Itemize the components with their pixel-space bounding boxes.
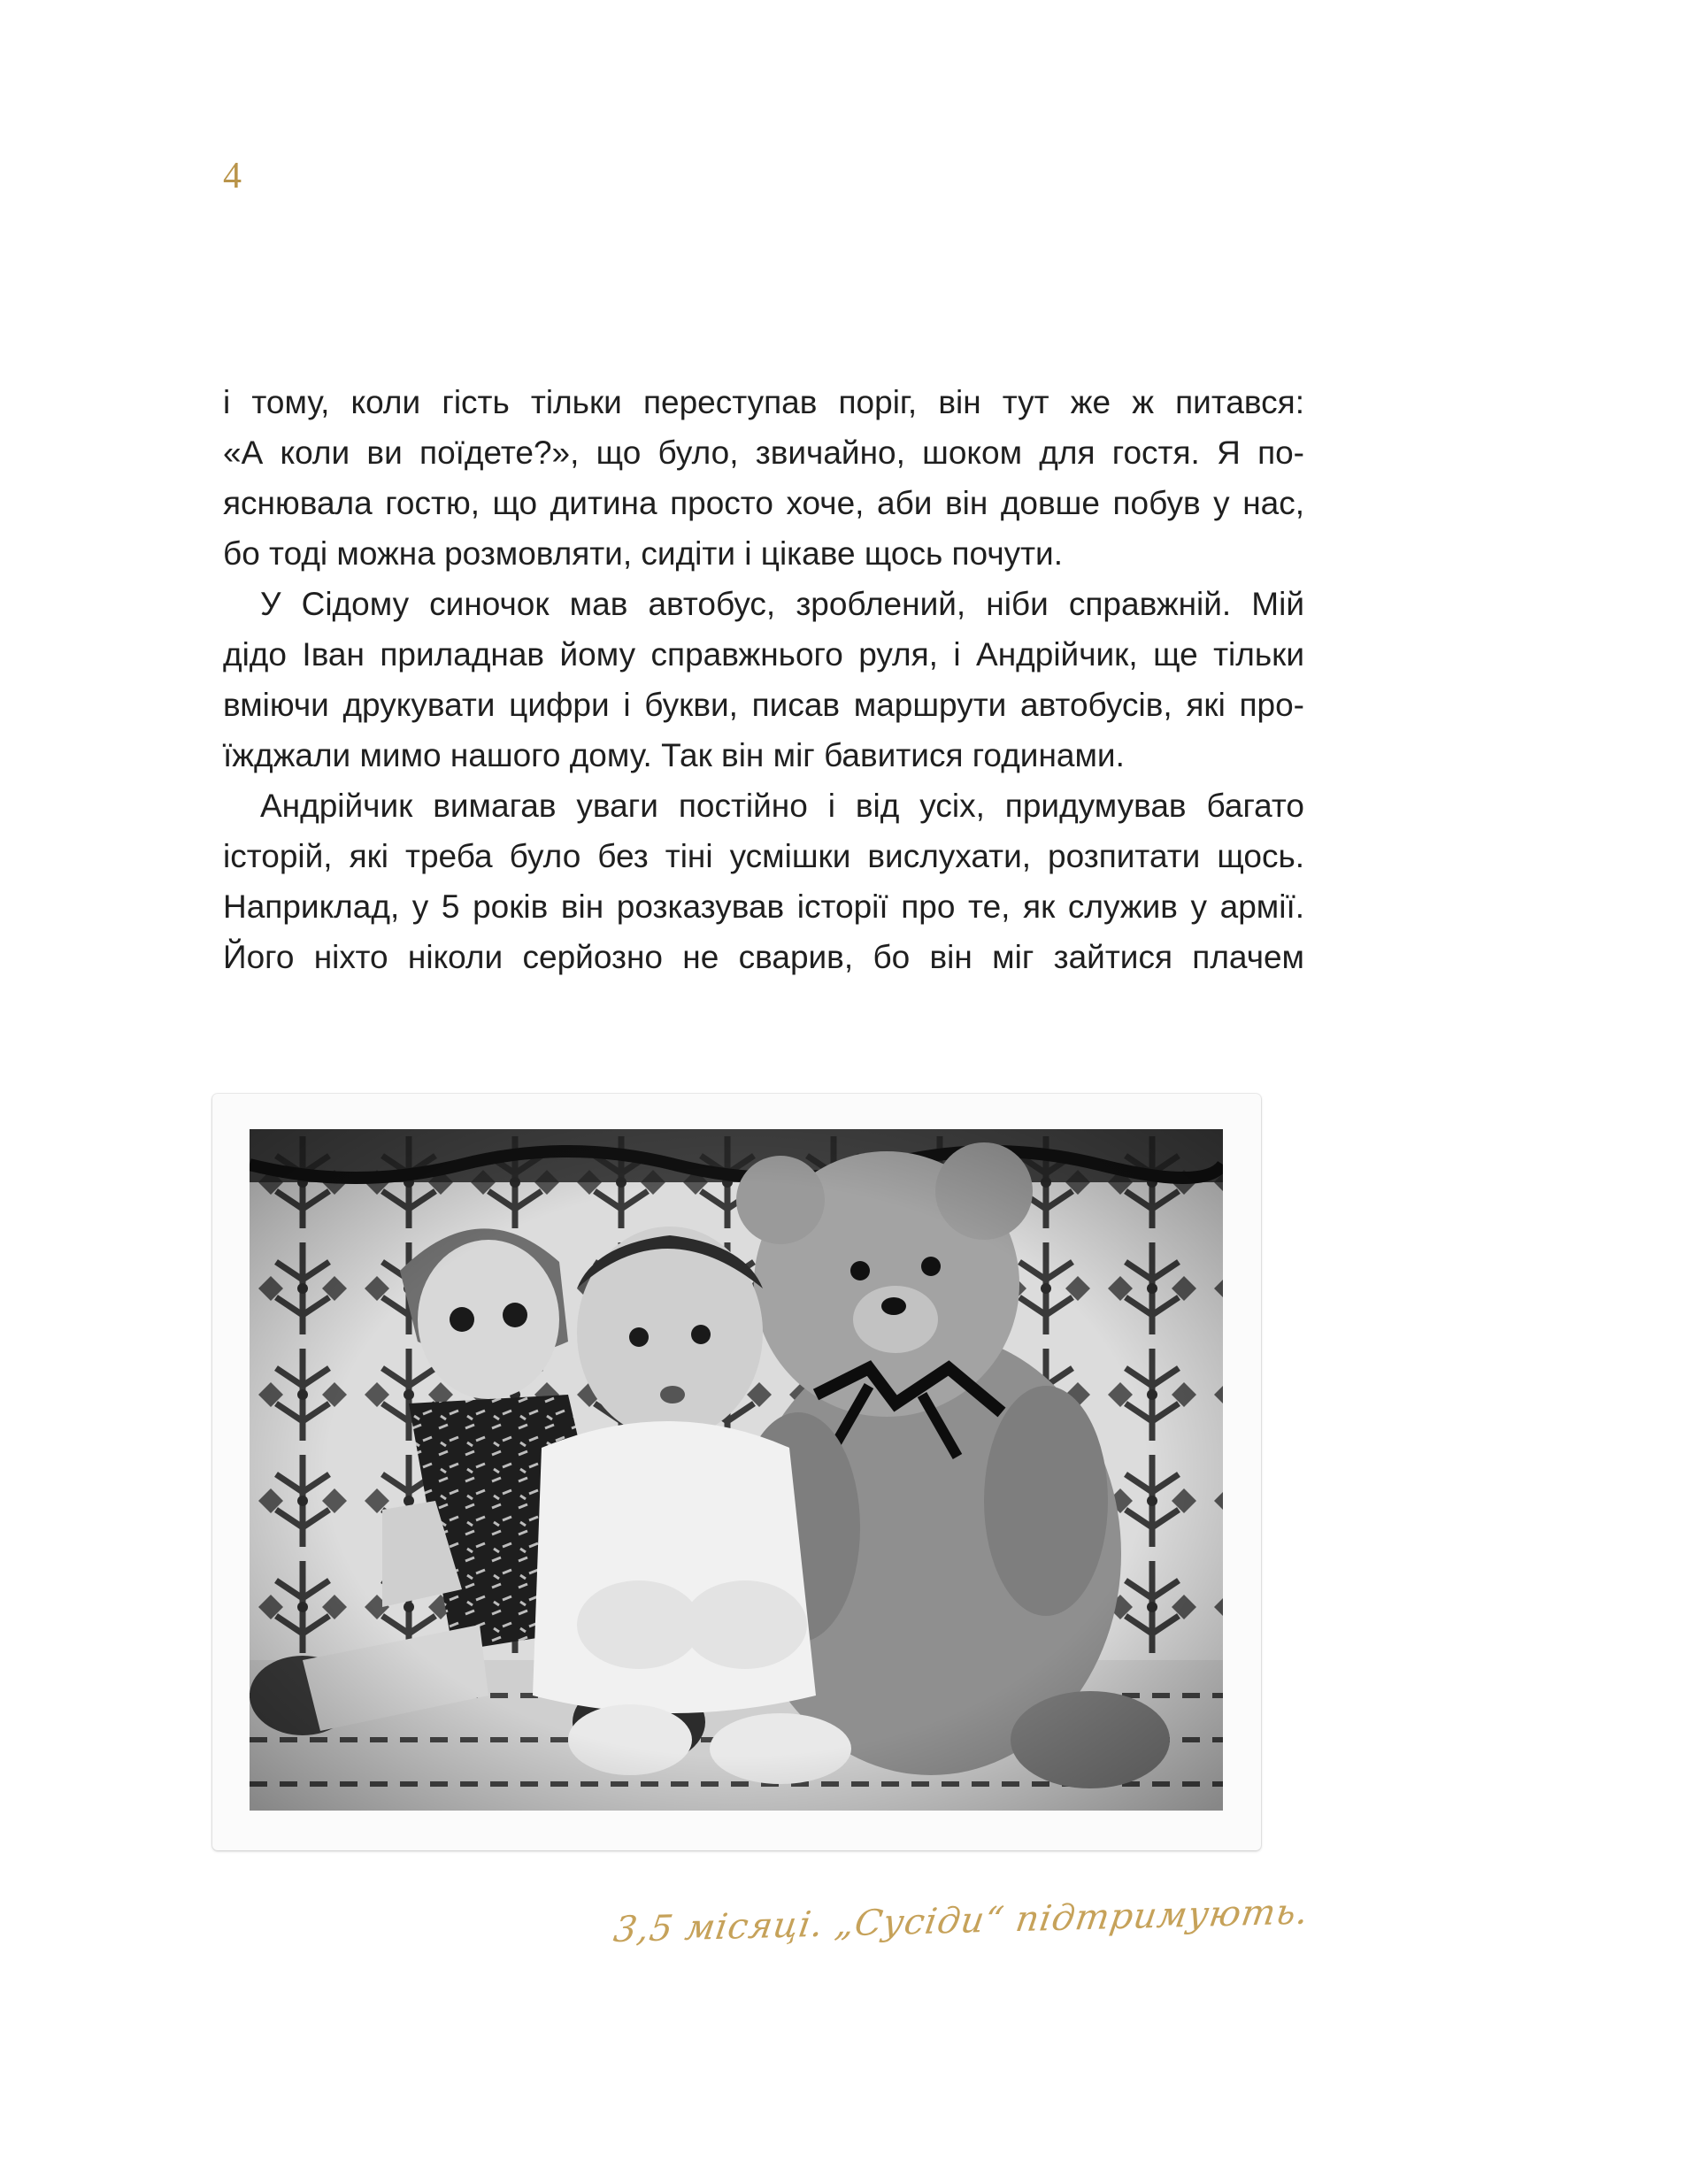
text-line: бо тоді можна розмовляти, сидіти і цікаве щось почути. bbox=[223, 535, 1063, 572]
text-line: Андрійчик вимагав уваги постійно і від усіх, придумував багато bbox=[260, 788, 1304, 824]
body-text bbox=[223, 377, 1304, 982]
photo-caption: 3,5 місяці. „Сусіди“ підтримують. bbox=[611, 1891, 1312, 1950]
vintage-photo bbox=[250, 1129, 1223, 1811]
text-line: У Сідому синочок мав автобус, зроблений, ніби справжній. Мій bbox=[260, 586, 1304, 622]
photo-frame bbox=[212, 1094, 1261, 1850]
text-line: «А коли ви поїдете?», що було, звичайно, шоком для гостя. Я по- bbox=[223, 434, 1304, 471]
text-line: дідо Іван приладнав йому справжнього руля, і Андрійчик, ще тільки bbox=[223, 636, 1304, 673]
text-line: яснювала гостю, що дитина просто хоче, аби він довше побув у нас, bbox=[223, 485, 1304, 521]
text-line: і тому, коли гість тільки переступав поріг, він тут же ж питався: bbox=[223, 384, 1304, 420]
text-line: історій, які треба було без тіні усмішки вислухати, розпитати щось. bbox=[223, 838, 1304, 874]
text-line: вміючи друкувати цифри і букви, писав маршрути автобусів, які про- bbox=[223, 687, 1304, 723]
text-line: Наприклад, у 5 років він розказував історії про те, як служив у армії. bbox=[223, 888, 1304, 925]
page-number: 4 bbox=[223, 156, 242, 196]
text-line: Його ніхто ніколи серйозно не сварив, бо він міг зайтися плачем bbox=[223, 939, 1304, 975]
text-line: їжджали мимо нашого дому. Так він міг бавитися годинами. bbox=[223, 737, 1125, 773]
